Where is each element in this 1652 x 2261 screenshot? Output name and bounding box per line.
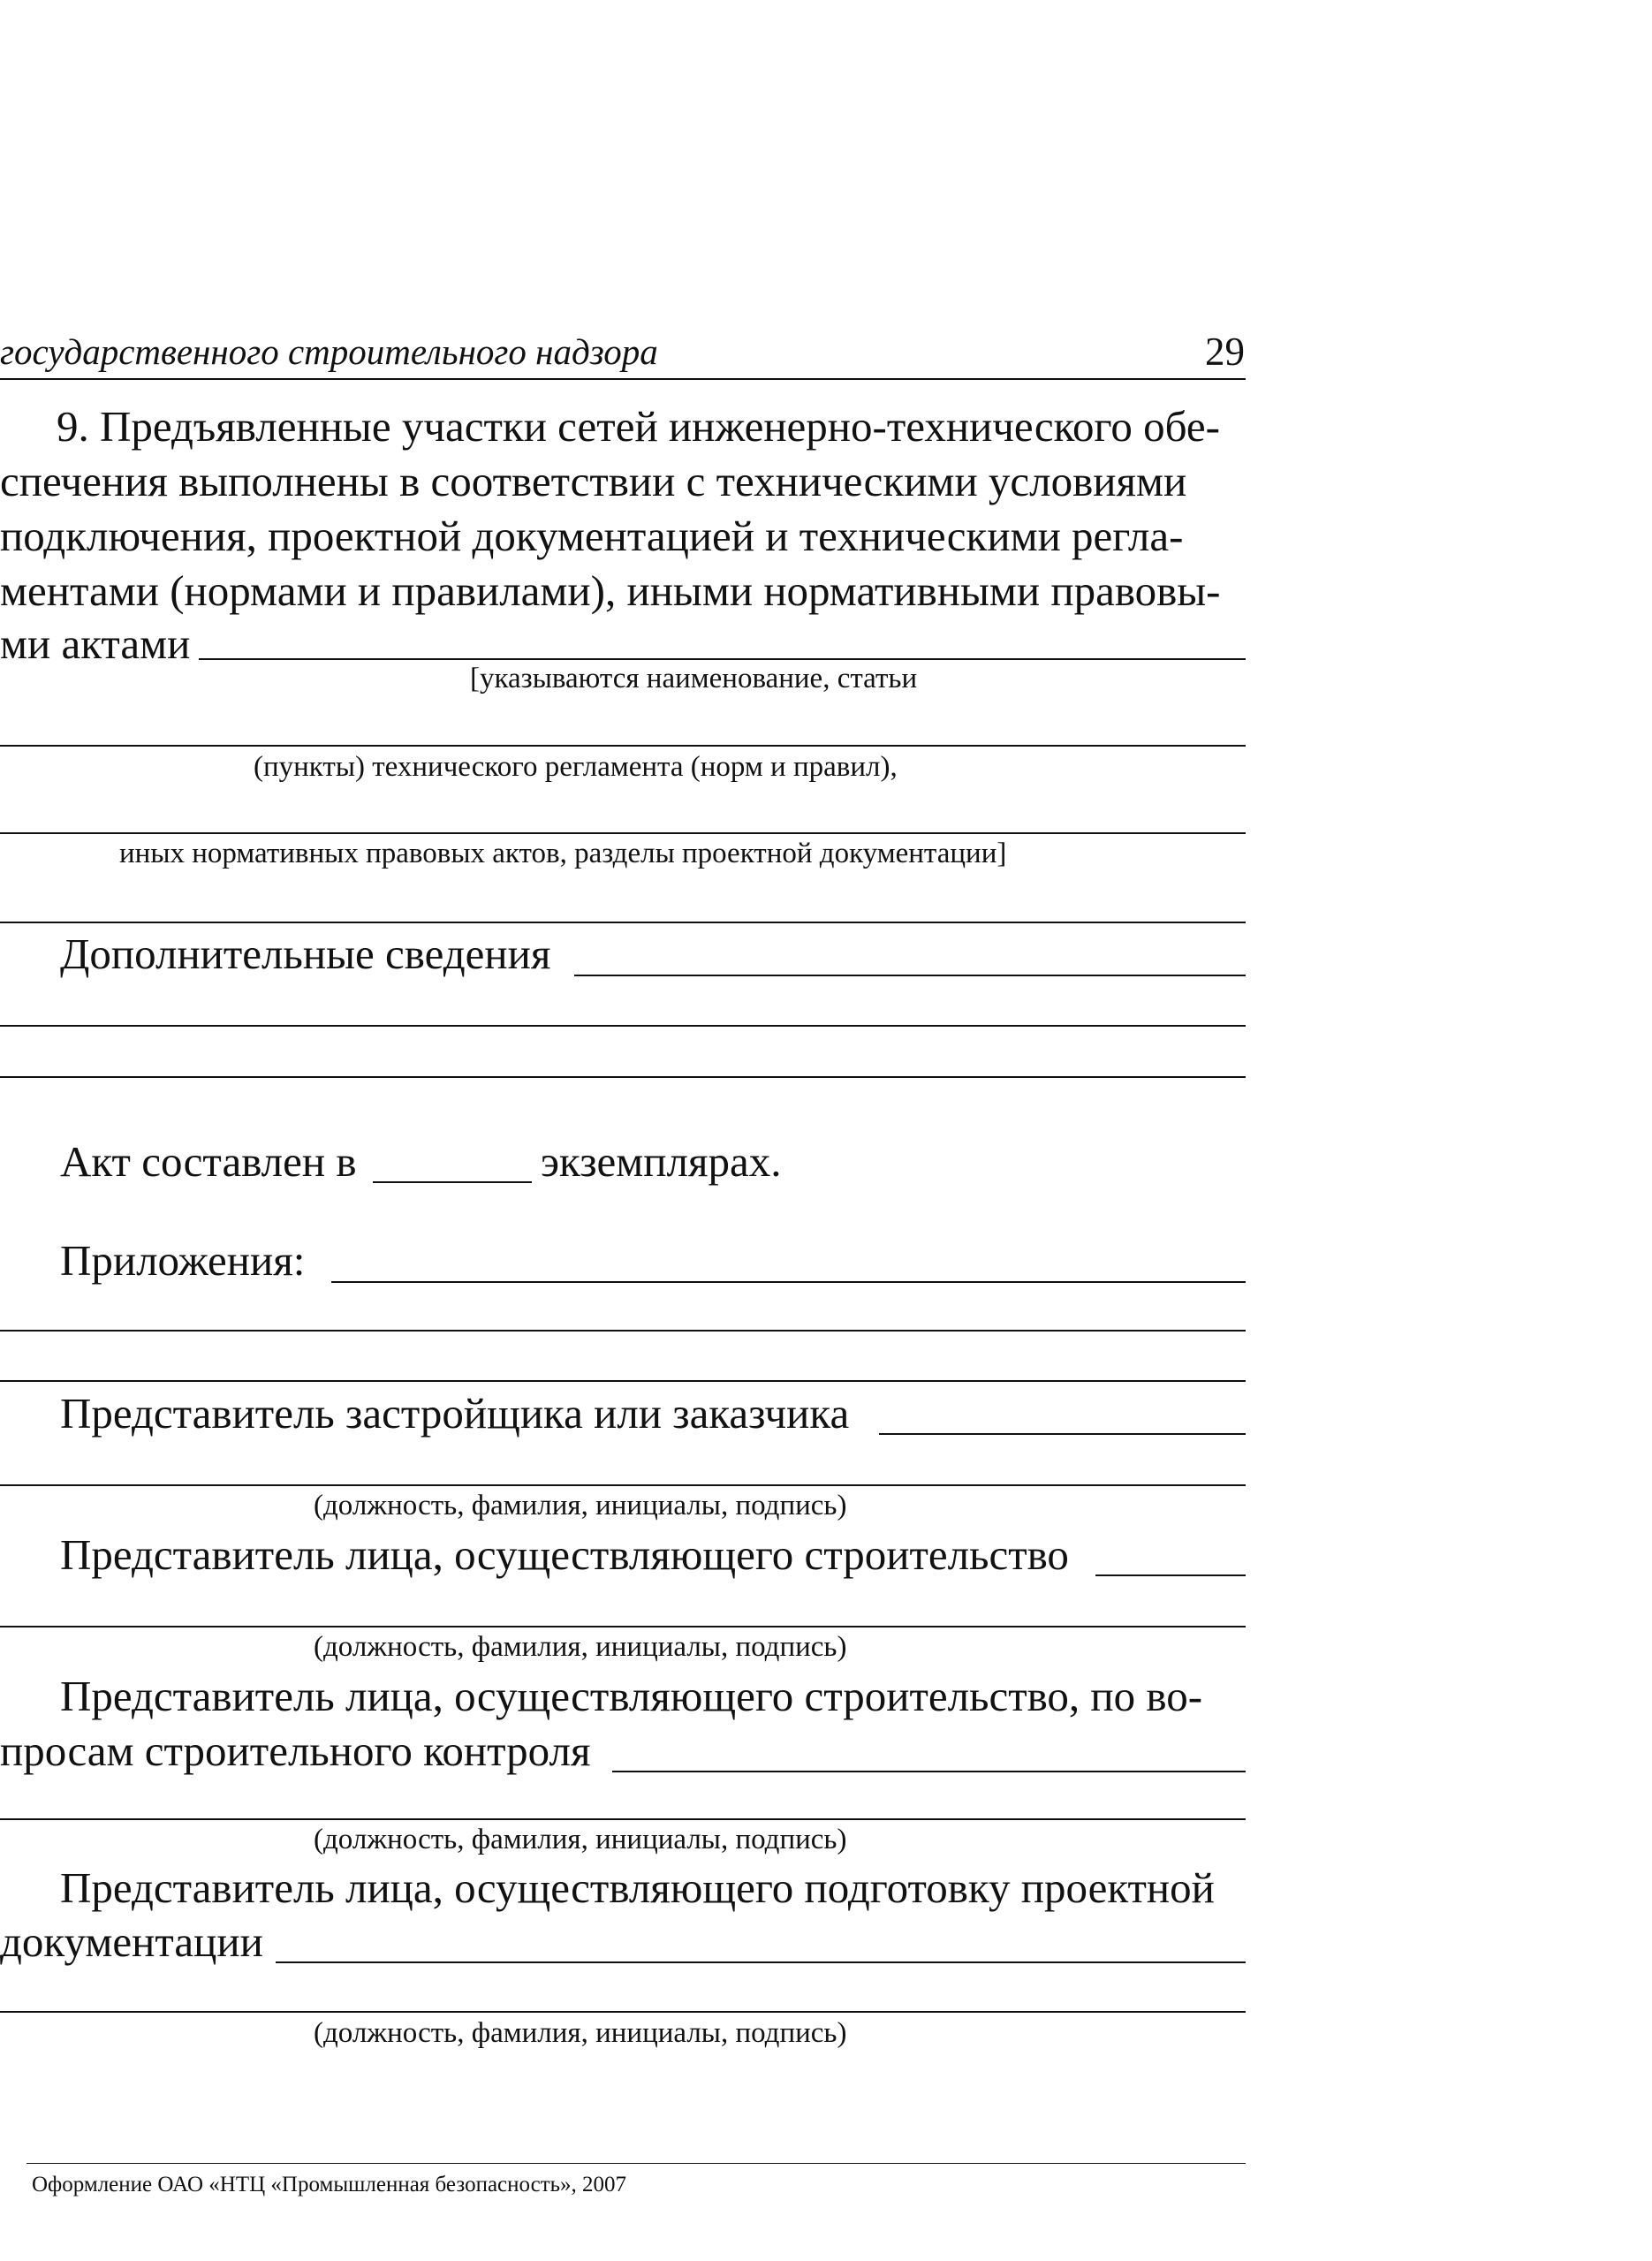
design-rep-label-line-2: документации bbox=[0, 1917, 263, 1966]
footer-credit: Оформление ОАО «НТЦ «Промышленная безопасность», 2007 bbox=[32, 2173, 627, 2197]
builder-rep-label: Представитель лица, осуществляющего строительство bbox=[60, 1530, 1069, 1579]
acts-fill-line bbox=[199, 658, 1246, 660]
control-rep-caption: (должность, фамилия, инициалы, подпись) bbox=[314, 1824, 847, 1855]
control-rep-line bbox=[612, 1771, 1246, 1772]
attachments-line-2 bbox=[0, 1330, 1246, 1332]
builder-rep-caption: (должность, фамилия, инициалы, подпись) bbox=[314, 1631, 847, 1663]
attachments-line-3 bbox=[0, 1380, 1246, 1382]
builder-rep-line bbox=[1095, 1574, 1246, 1576]
builder-rep-sign-line bbox=[0, 1626, 1246, 1627]
section9-line-3: подключения, проектной документацией и техническими регла- bbox=[0, 512, 1184, 560]
additional-info-line-3 bbox=[0, 1076, 1246, 1078]
additional-info-line-1 bbox=[574, 975, 1246, 976]
additional-info-label: Дополнительные сведения bbox=[60, 929, 551, 978]
section9-line-5: ми актами bbox=[0, 619, 191, 668]
section9-line-4: ментами (нормами и правилами), иными нормативными правовы- bbox=[0, 566, 1221, 615]
copies-prefix: Акт составлен в bbox=[60, 1137, 357, 1186]
page-number: 29 bbox=[1205, 330, 1245, 374]
developer-rep-line bbox=[879, 1433, 1246, 1435]
design-rep-caption: (должность, фамилия, инициалы, подпись) bbox=[314, 2017, 847, 2049]
additional-info-line-2 bbox=[0, 1025, 1246, 1027]
control-rep-label-line-1: Представитель лица, осуществляющего строительство, по во- bbox=[60, 1672, 1203, 1720]
attachments-label: Приложения: bbox=[60, 1236, 306, 1285]
acts-fill-line-3 bbox=[0, 832, 1246, 834]
control-rep-label-line-2: просам строительного контроля bbox=[0, 1726, 591, 1775]
copies-count-line bbox=[373, 1181, 532, 1183]
developer-rep-sign-line bbox=[0, 1484, 1246, 1486]
section9-caption-1: [указываются наименование, статьи bbox=[470, 663, 918, 694]
developer-rep-label: Представитель застройщика или заказчика bbox=[60, 1389, 850, 1438]
section9-caption-3: иных нормативных правовых актов, разделы проектной документации] bbox=[119, 838, 1007, 869]
section9-caption-2: (пункты) технического регламента (норм и правил), bbox=[254, 751, 898, 783]
design-rep-label-line-1: Представитель лица, осуществляющего подготовку проектной bbox=[60, 1863, 1215, 1912]
section9-line-2: спечения выполнены в соответствии с техническими условиями bbox=[0, 457, 1187, 505]
running-header-title: государственного строительного надзора bbox=[0, 331, 658, 372]
acts-fill-line-2 bbox=[0, 745, 1246, 747]
design-rep-line bbox=[276, 1961, 1246, 1963]
control-rep-sign-line bbox=[0, 1818, 1246, 1820]
copies-suffix: экземплярах. bbox=[541, 1137, 782, 1186]
developer-rep-caption: (должность, фамилия, инициалы, подпись) bbox=[314, 1490, 847, 1521]
design-rep-sign-line bbox=[0, 2011, 1246, 2013]
section9-line-1: 9. Предъявленные участки сетей инженерно-технического обе- bbox=[57, 402, 1220, 451]
attachments-line-1 bbox=[331, 1281, 1246, 1283]
footer-rule bbox=[27, 2163, 1246, 2164]
acts-fill-line-4 bbox=[0, 922, 1246, 923]
header-rule bbox=[0, 378, 1246, 380]
